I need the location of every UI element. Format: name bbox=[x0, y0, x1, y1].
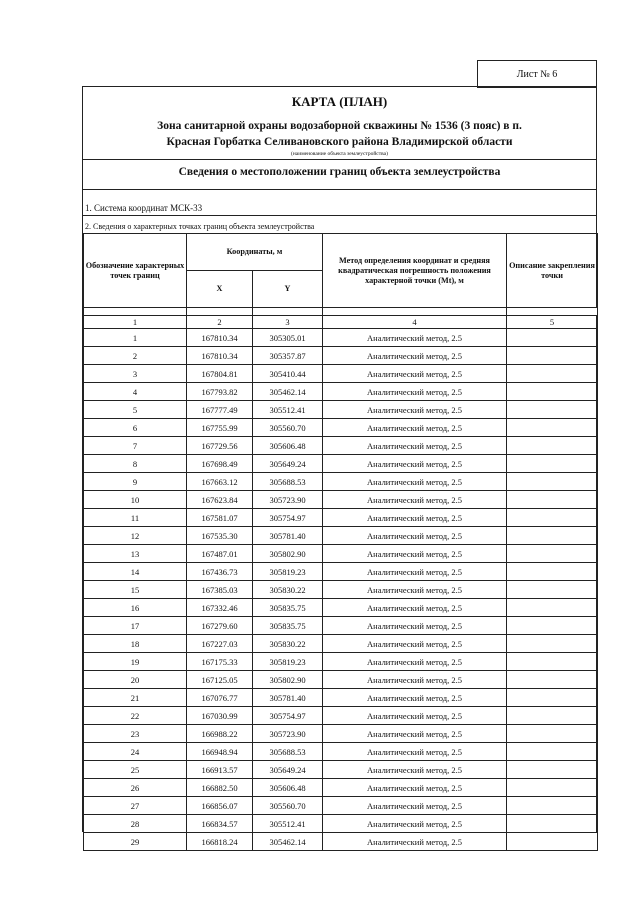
table-row bbox=[84, 653, 598, 671]
point-number-cell: 6 bbox=[84, 419, 187, 437]
x-coordinate-cell: 167581.07 bbox=[187, 509, 253, 527]
section-title: Сведения о местоположении границ объекта землеустройства bbox=[178, 166, 501, 178]
description-cell bbox=[507, 437, 598, 455]
description-cell bbox=[507, 491, 598, 509]
x-coordinate-cell: 167076.77 bbox=[187, 689, 253, 707]
table-row bbox=[84, 743, 598, 761]
x-coordinate-cell: 166913.57 bbox=[187, 761, 253, 779]
description-cell bbox=[507, 689, 598, 707]
x-coordinate-cell: 167436.73 bbox=[187, 563, 253, 581]
table-row bbox=[84, 527, 598, 545]
description-cell bbox=[507, 599, 598, 617]
method-cell: Аналитический метод, 2.5 bbox=[323, 347, 507, 365]
x-coordinate-cell: 167663.12 bbox=[187, 473, 253, 491]
table-row bbox=[84, 833, 598, 851]
description-cell bbox=[507, 617, 598, 635]
description-cell bbox=[507, 455, 598, 473]
column-numbers-row bbox=[84, 316, 598, 329]
y-coordinate-cell: 305754.97 bbox=[253, 707, 323, 725]
x-coordinate-cell: 166856.07 bbox=[187, 797, 253, 815]
point-number-cell: 15 bbox=[84, 581, 187, 599]
y-coordinate-cell: 305649.24 bbox=[253, 455, 323, 473]
method-cell: Аналитический метод, 2.5 bbox=[323, 761, 507, 779]
y-coordinate-cell: 305835.75 bbox=[253, 617, 323, 635]
method-cell: Аналитический метод, 2.5 bbox=[323, 383, 507, 401]
point-number-cell: 21 bbox=[84, 689, 187, 707]
y-coordinate-cell: 305560.70 bbox=[253, 419, 323, 437]
y-coordinate-cell: 305462.14 bbox=[253, 833, 323, 851]
table-row bbox=[84, 617, 598, 635]
method-cell: Аналитический метод, 2.5 bbox=[323, 473, 507, 491]
table-row bbox=[84, 365, 598, 383]
point-number-cell: 22 bbox=[84, 707, 187, 725]
method-cell: Аналитический метод, 2.5 bbox=[323, 329, 507, 347]
x-coordinate-cell: 166818.24 bbox=[187, 833, 253, 851]
x-coordinate-cell: 167623.84 bbox=[187, 491, 253, 509]
description-cell bbox=[507, 347, 598, 365]
x-coordinate-cell: 167535.30 bbox=[187, 527, 253, 545]
method-cell: Аналитический метод, 2.5 bbox=[323, 527, 507, 545]
table-row bbox=[84, 689, 598, 707]
point-number-cell: 7 bbox=[84, 437, 187, 455]
x-coordinate-cell: 167793.82 bbox=[187, 383, 253, 401]
table-row bbox=[84, 437, 598, 455]
sheet-number-label: Лист № 6 bbox=[477, 60, 597, 88]
x-coordinate-cell: 166882.50 bbox=[187, 779, 253, 797]
description-cell bbox=[507, 725, 598, 743]
method-cell: Аналитический метод, 2.5 bbox=[323, 617, 507, 635]
point-number-cell: 10 bbox=[84, 491, 187, 509]
method-cell: Аналитический метод, 2.5 bbox=[323, 581, 507, 599]
table-row bbox=[84, 635, 598, 653]
point-number-cell: 4 bbox=[84, 383, 187, 401]
x-coordinate-cell: 167755.99 bbox=[187, 419, 253, 437]
description-cell bbox=[507, 329, 598, 347]
y-coordinate-cell: 305305.01 bbox=[253, 329, 323, 347]
x-coordinate-cell: 167810.34 bbox=[187, 347, 253, 365]
description-cell bbox=[507, 671, 598, 689]
header-coordinates: Координаты, м bbox=[187, 234, 323, 271]
y-coordinate-cell: 305830.22 bbox=[253, 635, 323, 653]
divider bbox=[83, 159, 596, 160]
point-number-cell: 25 bbox=[84, 761, 187, 779]
table-row bbox=[84, 473, 598, 491]
table-row bbox=[84, 761, 598, 779]
object-title-line-1: Зона санитарной охраны водозаборной скважины № 1536 (3 пояс) в п. bbox=[157, 120, 522, 132]
table-row bbox=[84, 707, 598, 725]
x-coordinate-cell: 167175.33 bbox=[187, 653, 253, 671]
x-coordinate-cell: 167279.60 bbox=[187, 617, 253, 635]
x-coordinate-cell: 167385.03 bbox=[187, 581, 253, 599]
y-coordinate-cell: 305723.90 bbox=[253, 491, 323, 509]
description-cell bbox=[507, 581, 598, 599]
point-number-cell: 8 bbox=[84, 455, 187, 473]
point-number-cell: 13 bbox=[84, 545, 187, 563]
description-cell bbox=[507, 815, 598, 833]
table-row bbox=[84, 347, 598, 365]
method-cell: Аналитический метод, 2.5 bbox=[323, 815, 507, 833]
point-number-cell: 24 bbox=[84, 743, 187, 761]
description-cell bbox=[507, 707, 598, 725]
y-coordinate-cell: 305819.23 bbox=[253, 563, 323, 581]
table-row bbox=[84, 671, 598, 689]
method-cell: Аналитический метод, 2.5 bbox=[323, 671, 507, 689]
method-cell: Аналитический метод, 2.5 bbox=[323, 437, 507, 455]
y-coordinate-cell: 305606.48 bbox=[253, 779, 323, 797]
x-coordinate-cell: 167777.49 bbox=[187, 401, 253, 419]
divider bbox=[83, 215, 596, 216]
header-method: Метод определения координат и средняя квадратическая погрешность положения характерной точки (Mt), м bbox=[323, 234, 507, 308]
description-cell bbox=[507, 833, 598, 851]
x-coordinate-cell: 167729.56 bbox=[187, 437, 253, 455]
y-coordinate-cell: 305802.90 bbox=[253, 671, 323, 689]
table-row bbox=[84, 383, 598, 401]
method-cell: Аналитический метод, 2.5 bbox=[323, 365, 507, 383]
document-frame bbox=[82, 86, 597, 847]
y-coordinate-cell: 305754.97 bbox=[253, 509, 323, 527]
x-coordinate-cell: 167810.34 bbox=[187, 329, 253, 347]
x-coordinate-cell: 167804.81 bbox=[187, 365, 253, 383]
column-number: 4 bbox=[323, 316, 507, 329]
y-coordinate-cell: 305560.70 bbox=[253, 797, 323, 815]
y-coordinate-cell: 305606.48 bbox=[253, 437, 323, 455]
table-row bbox=[84, 329, 598, 347]
method-cell: Аналитический метод, 2.5 bbox=[323, 491, 507, 509]
table-row bbox=[84, 419, 598, 437]
table-row bbox=[84, 725, 598, 743]
description-cell bbox=[507, 635, 598, 653]
method-cell: Аналитический метод, 2.5 bbox=[323, 599, 507, 617]
y-coordinate-cell: 305688.53 bbox=[253, 743, 323, 761]
coord-system-line: 1. Система координат МСК-33 bbox=[85, 203, 203, 213]
point-number-cell: 23 bbox=[84, 725, 187, 743]
object-title-line-2: Красная Горбатка Селивановского района Владимирской области bbox=[166, 136, 513, 148]
point-number-cell: 16 bbox=[84, 599, 187, 617]
header-x: X bbox=[187, 271, 253, 308]
header-description: Описание закрепления точки bbox=[507, 234, 598, 308]
description-cell bbox=[507, 383, 598, 401]
point-number-cell: 3 bbox=[84, 365, 187, 383]
x-coordinate-cell: 167487.01 bbox=[187, 545, 253, 563]
object-title bbox=[83, 118, 596, 150]
description-cell bbox=[507, 509, 598, 527]
y-coordinate-cell: 305835.75 bbox=[253, 599, 323, 617]
method-cell: Аналитический метод, 2.5 bbox=[323, 455, 507, 473]
method-cell: Аналитический метод, 2.5 bbox=[323, 419, 507, 437]
method-cell: Аналитический метод, 2.5 bbox=[323, 563, 507, 581]
object-caption: (наименование объекта землеустройства) bbox=[291, 151, 388, 157]
y-coordinate-cell: 305781.40 bbox=[253, 689, 323, 707]
point-number-cell: 19 bbox=[84, 653, 187, 671]
x-coordinate-cell: 166948.94 bbox=[187, 743, 253, 761]
y-coordinate-cell: 305723.90 bbox=[253, 725, 323, 743]
method-cell: Аналитический метод, 2.5 bbox=[323, 779, 507, 797]
point-number-cell: 17 bbox=[84, 617, 187, 635]
point-number-cell: 27 bbox=[84, 797, 187, 815]
point-number-cell: 5 bbox=[84, 401, 187, 419]
y-coordinate-cell: 305802.90 bbox=[253, 545, 323, 563]
y-coordinate-cell: 305512.41 bbox=[253, 815, 323, 833]
point-number-cell: 14 bbox=[84, 563, 187, 581]
point-number-cell: 9 bbox=[84, 473, 187, 491]
table-row bbox=[84, 563, 598, 581]
x-coordinate-cell: 167698.49 bbox=[187, 455, 253, 473]
point-number-cell: 29 bbox=[84, 833, 187, 851]
method-cell: Аналитический метод, 2.5 bbox=[323, 797, 507, 815]
table-row bbox=[84, 599, 598, 617]
points-info-line: 2. Сведения о характерных точках границ объекта землеустройства bbox=[85, 222, 315, 231]
description-cell bbox=[507, 779, 598, 797]
description-cell bbox=[507, 365, 598, 383]
y-coordinate-cell: 305688.53 bbox=[253, 473, 323, 491]
description-cell bbox=[507, 527, 598, 545]
column-number: 2 bbox=[187, 316, 253, 329]
method-cell: Аналитический метод, 2.5 bbox=[323, 743, 507, 761]
method-cell: Аналитический метод, 2.5 bbox=[323, 635, 507, 653]
method-cell: Аналитический метод, 2.5 bbox=[323, 833, 507, 851]
description-cell bbox=[507, 563, 598, 581]
y-coordinate-cell: 305781.40 bbox=[253, 527, 323, 545]
x-coordinate-cell: 167332.46 bbox=[187, 599, 253, 617]
table-row bbox=[84, 509, 598, 527]
y-coordinate-cell: 305819.23 bbox=[253, 653, 323, 671]
description-cell bbox=[507, 419, 598, 437]
header-designation: Обозначение характерных точек границ bbox=[84, 234, 187, 308]
column-number: 1 bbox=[84, 316, 187, 329]
table-row bbox=[84, 401, 598, 419]
table-row bbox=[84, 815, 598, 833]
header-y: Y bbox=[253, 271, 323, 308]
column-number: 5 bbox=[507, 316, 598, 329]
method-cell: Аналитический метод, 2.5 bbox=[323, 401, 507, 419]
method-cell: Аналитический метод, 2.5 bbox=[323, 509, 507, 527]
description-cell bbox=[507, 401, 598, 419]
point-number-cell: 12 bbox=[84, 527, 187, 545]
y-coordinate-cell: 305462.14 bbox=[253, 383, 323, 401]
y-coordinate-cell: 305830.22 bbox=[253, 581, 323, 599]
y-coordinate-cell: 305357.87 bbox=[253, 347, 323, 365]
method-cell: Аналитический метод, 2.5 bbox=[323, 725, 507, 743]
description-cell bbox=[507, 545, 598, 563]
divider bbox=[83, 189, 596, 190]
description-cell bbox=[507, 797, 598, 815]
method-cell: Аналитический метод, 2.5 bbox=[323, 689, 507, 707]
table-row bbox=[84, 545, 598, 563]
description-cell bbox=[507, 473, 598, 491]
column-number: 3 bbox=[253, 316, 323, 329]
point-number-cell: 1 bbox=[84, 329, 187, 347]
y-coordinate-cell: 305410.44 bbox=[253, 365, 323, 383]
point-number-cell: 11 bbox=[84, 509, 187, 527]
table-row bbox=[84, 491, 598, 509]
description-cell bbox=[507, 761, 598, 779]
point-number-cell: 28 bbox=[84, 815, 187, 833]
point-number-cell: 2 bbox=[84, 347, 187, 365]
x-coordinate-cell: 166834.57 bbox=[187, 815, 253, 833]
method-cell: Аналитический метод, 2.5 bbox=[323, 545, 507, 563]
point-number-cell: 18 bbox=[84, 635, 187, 653]
point-number-cell: 20 bbox=[84, 671, 187, 689]
table-row bbox=[84, 455, 598, 473]
y-coordinate-cell: 305512.41 bbox=[253, 401, 323, 419]
x-coordinate-cell: 167227.03 bbox=[187, 635, 253, 653]
table-row bbox=[84, 797, 598, 815]
x-coordinate-cell: 167030.99 bbox=[187, 707, 253, 725]
x-coordinate-cell: 167125.05 bbox=[187, 671, 253, 689]
description-cell bbox=[507, 653, 598, 671]
method-cell: Аналитический метод, 2.5 bbox=[323, 653, 507, 671]
page-title: КАРТА (ПЛАН) bbox=[291, 94, 388, 109]
y-coordinate-cell: 305649.24 bbox=[253, 761, 323, 779]
points-table bbox=[83, 233, 598, 851]
table-row bbox=[84, 581, 598, 599]
x-coordinate-cell: 166988.22 bbox=[187, 725, 253, 743]
description-cell bbox=[507, 743, 598, 761]
method-cell: Аналитический метод, 2.5 bbox=[323, 707, 507, 725]
point-number-cell: 26 bbox=[84, 779, 187, 797]
table-row bbox=[84, 779, 598, 797]
